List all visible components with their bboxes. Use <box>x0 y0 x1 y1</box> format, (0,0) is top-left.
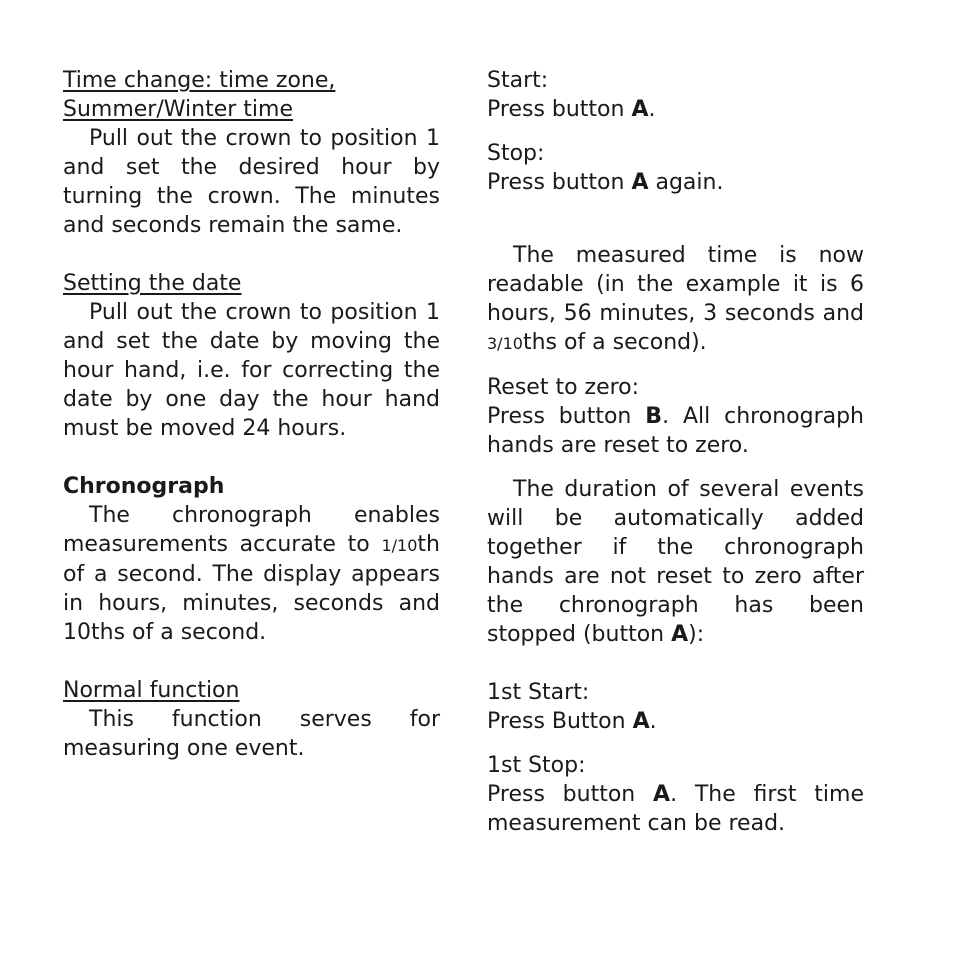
normal-function-heading: Normal function <box>63 678 240 703</box>
measured-time-text: The measured time is now readable (in the example it is 6 hours, 56 minutes, 3 seconds and 3/10ths of a second). <box>487 243 864 355</box>
button-b-label: B <box>645 404 663 429</box>
button-a-label: A <box>631 97 649 122</box>
time-change-text: Pull out the crown to position 1 and set the desired hour by turning the crown. The minutes and seconds remain the same. <box>63 126 440 238</box>
stop-label: Stop: <box>487 141 545 166</box>
first-start-label: 1st Start: <box>487 680 590 705</box>
start-label: Start: <box>487 68 549 93</box>
fraction-three-tenths: 3/10 <box>487 334 523 353</box>
first-stop-instruction: Press button A. The first time measurement can be read. <box>487 782 864 836</box>
first-start-instruction: Press Button A. <box>487 709 657 734</box>
chronograph-text: The chronograph enables measurements accurate to 1/10th of a second. The display appears in hours, minutes, seconds and 10ths of a second. <box>63 503 440 645</box>
fraction-tenth: 1/10 <box>381 536 418 555</box>
setting-date-text: Pull out the crown to position 1 and set the date by moving the hour hand, i.e. for correcting the date by one day the hour hand must be moved 24 hours. <box>63 300 440 441</box>
reset-label: Reset to zero: <box>487 375 640 400</box>
right-column <box>487 66 864 838</box>
chronograph-heading: Chronograph <box>63 474 225 499</box>
duration-text: The duration of several events will be automatically added together if the chronograph hands are not reset to zero after the chronograph has been stopped (button A): <box>487 477 864 647</box>
button-a-label: A <box>653 782 671 807</box>
left-column <box>63 66 440 763</box>
reset-instruction: Press button B. All chronograph hands are reset to zero. <box>487 404 864 458</box>
button-a-label: A <box>671 622 689 647</box>
stop-instruction: Press button A again. <box>487 170 724 195</box>
button-a-label: A <box>632 709 650 734</box>
time-change-heading: Time change: time zone, Summer/Winter time <box>63 68 336 122</box>
button-a-label: A <box>631 170 649 195</box>
first-stop-label: 1st Stop: <box>487 753 586 778</box>
normal-function-text: This function serves for measuring one event. <box>63 707 440 761</box>
setting-date-heading: Setting the date <box>63 271 242 296</box>
start-instruction: Press button A. <box>487 97 656 122</box>
